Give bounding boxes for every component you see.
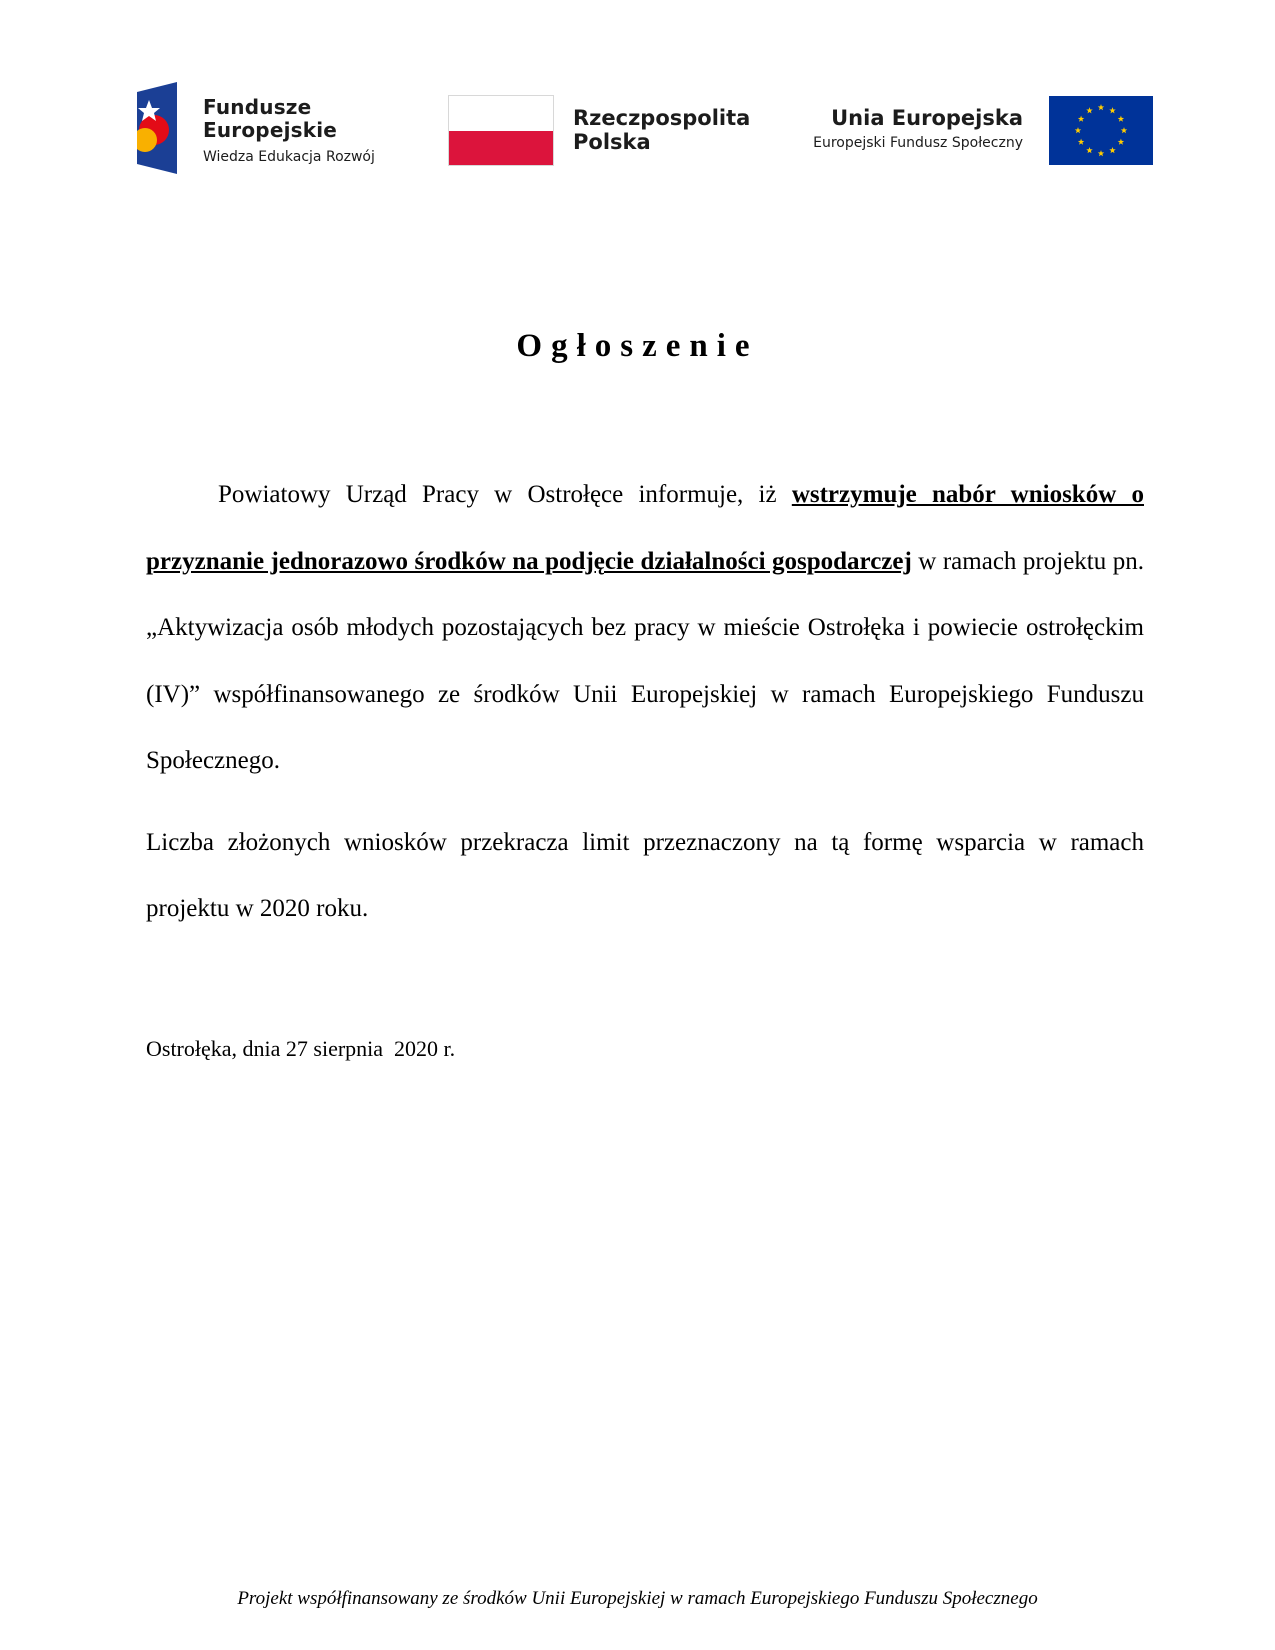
polish-flag-icon bbox=[449, 96, 553, 165]
paragraph-1-rest: w ramach projektu pn. „Aktywizacja osób młodych pozostających bez pracy w mieście Ostrołęka i powiecie ostrołęckim (IV)” współfinansowanego ze środków Unii Europejskiej w ramach Europejskiego Funduszu Społecznego. bbox=[146, 547, 1144, 774]
rzeczpospolita-name-line2: Polska bbox=[573, 130, 651, 154]
fundusze-europejskie-emblem-icon bbox=[137, 82, 185, 174]
place-and-date: Ostrołęka, dnia 27 sierpnia 2020 r. bbox=[146, 1036, 456, 1061]
paragraph-1-emphasis: wstrzymuje nabór wniosków o przyznanie jednorazowo środków na podjęcie działalności gospodarczej bbox=[146, 481, 1144, 575]
unia-europejska-logo bbox=[800, 96, 1153, 168]
fundusze-name-line2: Europejskie bbox=[203, 118, 338, 142]
announcement-paragraph-1 bbox=[146, 462, 1144, 795]
rzeczpospolita-name-line1: Rzeczpospolita bbox=[573, 106, 751, 130]
announcement-title: Ogłoszenie bbox=[516, 328, 759, 364]
rzeczpospolita-polska-logo bbox=[449, 96, 759, 168]
page-footer: Projekt współfinansowany ze środków Unii Europejskiej w ramach Europejskiego Funduszu Społecznego bbox=[237, 1588, 1038, 1609]
unia-name: Unia Europejska bbox=[831, 106, 1023, 130]
eu-flag-icon bbox=[1049, 96, 1153, 165]
paragraph-1-intro: Powiatowy Urząd Pracy w Ostrołęce informuje, iż bbox=[218, 481, 792, 508]
fundusze-name-line1: Fundusze bbox=[203, 95, 312, 119]
announcement-paragraph-2: Liczba złożonych wniosków przekracza limit przeznaczony na tą formę wsparcia w ramach projektu w 2020 roku. bbox=[146, 829, 1144, 922]
fundusze-europejskie-logo bbox=[137, 82, 397, 177]
unia-subtitle: Europejski Fundusz Społeczny bbox=[813, 135, 1023, 151]
fundusze-tagline: Wiedza Edukacja Rozwój bbox=[203, 149, 375, 165]
